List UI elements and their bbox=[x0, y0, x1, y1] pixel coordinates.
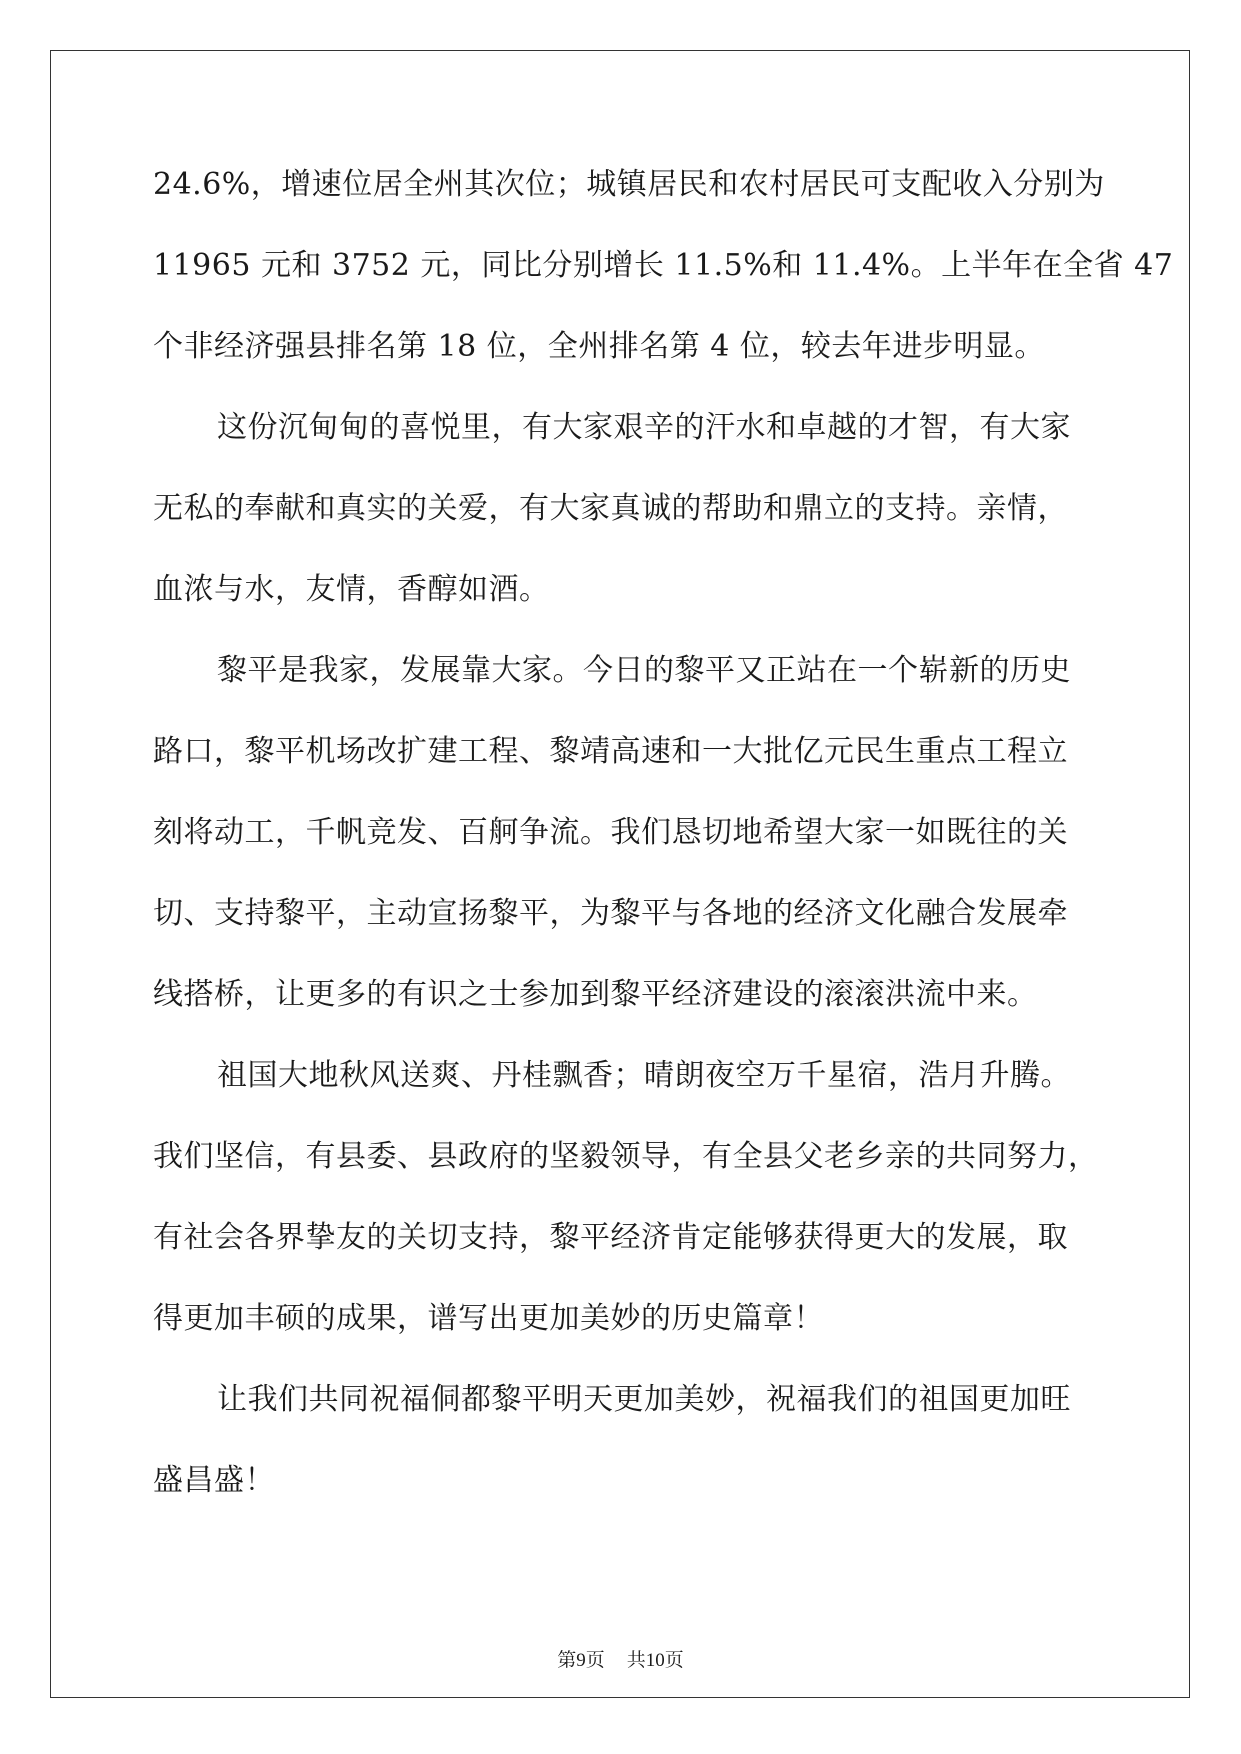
text-line: 我们坚信，有县委、县政府的坚毅领导，有全县父老乡亲的共同努力， bbox=[153, 1139, 1099, 1174]
text-line: 刻将动工，千帆竞发、百舸争流。我们恳切地希望大家一如既往的关 bbox=[153, 815, 1068, 850]
text-line: 有社会各界挚友的关切支持，黎平经济肯定能够获得更大的发展，取 bbox=[153, 1220, 1068, 1255]
paragraph-start-line: 祖国大地秋风送爽、丹桂飘香；晴朗夜空万千星宿，浩月升腾。 bbox=[217, 1058, 1071, 1093]
text-line: 血浓与水，友情，香醇如酒。 bbox=[153, 572, 550, 607]
paragraph-start-line: 黎平是我家，发展靠大家。今日的黎平又正站在一个崭新的历史 bbox=[217, 653, 1071, 688]
paragraph-start-line: 这份沉甸甸的喜悦里，有大家艰辛的汗水和卓越的才智，有大家 bbox=[217, 410, 1071, 445]
text-line: 路口，黎平机场改扩建工程、黎靖高速和一大批亿元民生重点工程立 bbox=[153, 734, 1068, 769]
page-number: 9 bbox=[576, 1650, 586, 1671]
text-line: 得更加丰硕的成果，谱写出更加美妙的历史篇章！ bbox=[153, 1301, 824, 1336]
text-line: 线搭桥，让更多的有识之士参加到黎平经济建设的滚滚洪流中来。 bbox=[153, 977, 1038, 1012]
text-line: 个非经济强县排名第 18 位，全州排名第 4 位，较去年进步明显。 bbox=[153, 329, 1045, 364]
text-line: 盛昌盛！ bbox=[153, 1463, 275, 1498]
text-line: 切、支持黎平，主动宣扬黎平，为黎平与各地的经济文化融合发展牵 bbox=[153, 896, 1068, 931]
document-body bbox=[153, 160, 1174, 1537]
page-prefix: 第 bbox=[557, 1649, 577, 1671]
page-suffix: 页 bbox=[585, 1649, 605, 1671]
total-suffix: 页 bbox=[664, 1649, 684, 1671]
text-line: 11965 元和 3752 元，同比分别增长 11.5%和 11.4%。上半年在全省 47 bbox=[153, 248, 1174, 283]
paragraph-start-line: 让我们共同祝福侗都黎平明天更加美妙，祝福我们的祖国更加旺 bbox=[217, 1382, 1071, 1417]
text-line: 24.6%，增速位居全州其次位；城镇居民和农村居民可支配收入分别为 bbox=[153, 167, 1105, 202]
total-pages: 10 bbox=[645, 1650, 665, 1671]
total-prefix: 共 bbox=[626, 1649, 646, 1671]
text-line: 无私的奉献和真实的关爱，有大家真诚的帮助和鼎立的支持。亲情， bbox=[153, 491, 1068, 526]
page-footer bbox=[0, 1648, 1241, 1673]
